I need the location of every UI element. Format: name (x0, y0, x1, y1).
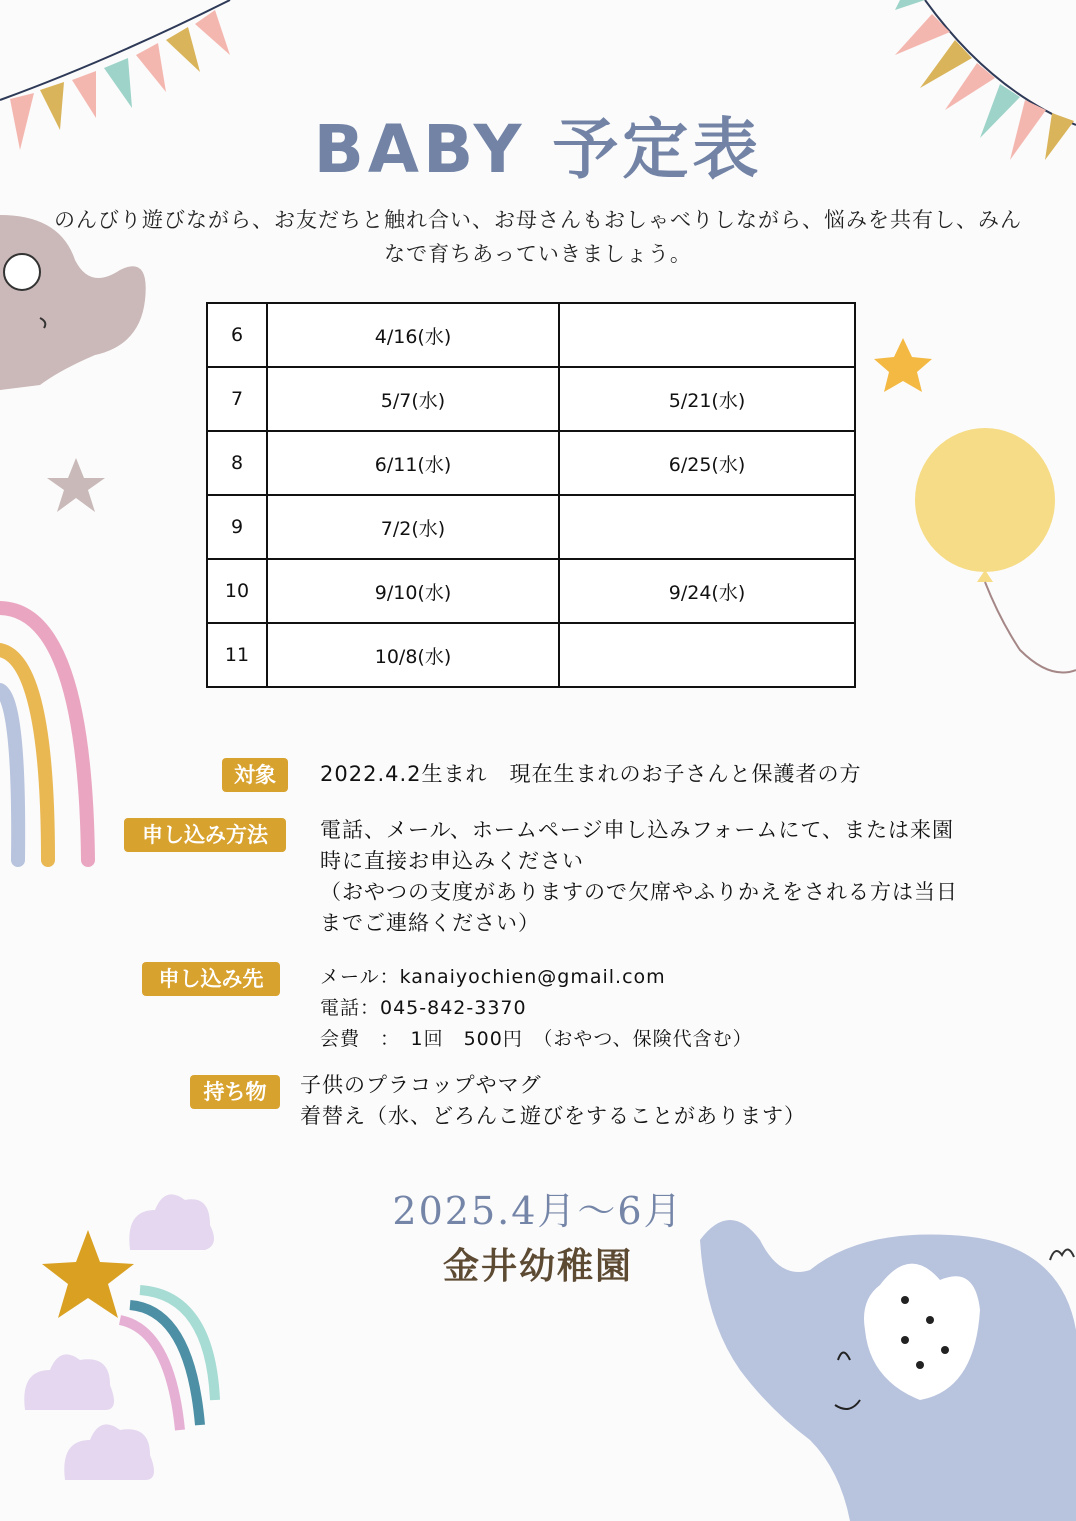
apply-method-line: 電話、メール、ホームページ申し込みフォームにて、または来園 (320, 818, 955, 842)
fee-text: 会費 ： 1回 500円 （おやつ、保険代含む） (320, 1028, 753, 1050)
intro-text (8, 203, 1068, 271)
target-info (320, 759, 862, 790)
date-cell (559, 623, 855, 687)
star-left-icon (47, 458, 105, 512)
date-cell: 5/7(水) (267, 367, 559, 431)
intro-line: なで育ちあっていきましょう。 (384, 242, 692, 266)
school-name: 金井幼稚園 (442, 1246, 633, 1287)
table-row (207, 367, 855, 431)
month-cell: 6 (207, 303, 267, 367)
date-cell: 9/10(水) (267, 559, 559, 623)
table-row (207, 623, 855, 687)
date-cell: 4/16(水) (267, 303, 559, 367)
apply-to-info (320, 962, 753, 1055)
balloon-icon (915, 428, 1076, 673)
rainbow-left-icon (0, 608, 88, 860)
date-cell: 10/8(水) (267, 623, 559, 687)
month-cell: 8 (207, 431, 267, 495)
table-row (207, 495, 855, 559)
table-row (207, 431, 855, 495)
intro-line: のんびり遊びながら、お友だちと触れ合い、お母さんもおしゃべりしながら、悩みを共有し、みん (54, 208, 1022, 232)
target-text: 2022.4.2生まれ 現在生まれのお子さんと保護者の方 (320, 762, 862, 786)
belongings-line: 子供のプラコップやマグ (300, 1073, 542, 1097)
date-cell: 5/21(水) (559, 367, 855, 431)
schedule-table (206, 302, 856, 688)
date-cell: 7/2(水) (267, 495, 559, 559)
belongings-line: 着替え（水、どろんこ遊びをすることがあります） (300, 1104, 806, 1128)
date-cell (559, 303, 855, 367)
month-cell: 11 (207, 623, 267, 687)
date-cell (559, 495, 855, 559)
apply-method-line: 時に直接お申込みください (320, 849, 584, 873)
belongings-info (300, 1070, 806, 1132)
period-text: 2025.4月〜6月 (392, 1189, 684, 1233)
star-right-icon (874, 338, 932, 392)
table-row (207, 559, 855, 623)
date-cell: 6/11(水) (267, 431, 559, 495)
email-text: メール：kanaiyochien@gmail.com (320, 966, 666, 988)
phone-text: 電話：045-842-3370 (320, 997, 527, 1019)
apply-to-label: 申し込み先 (142, 962, 280, 996)
page-title: BABY 予定表 (313, 111, 763, 188)
date-cell: 9/24(水) (559, 559, 855, 623)
target-label: 対象 (222, 758, 288, 792)
apply-method-line: （おやつの支度がありますので欠席やふりかえをされる方は当日 (320, 880, 958, 904)
apply-method-line: までご連絡ください） (320, 911, 540, 935)
month-cell: 10 (207, 559, 267, 623)
month-cell: 7 (207, 367, 267, 431)
apply-method-info (320, 815, 958, 939)
month-cell: 9 (207, 495, 267, 559)
belongings-label: 持ち物 (190, 1075, 280, 1109)
apply-method-label: 申し込み方法 (124, 818, 286, 852)
date-cell: 6/25(水) (559, 431, 855, 495)
table-row (207, 303, 855, 367)
